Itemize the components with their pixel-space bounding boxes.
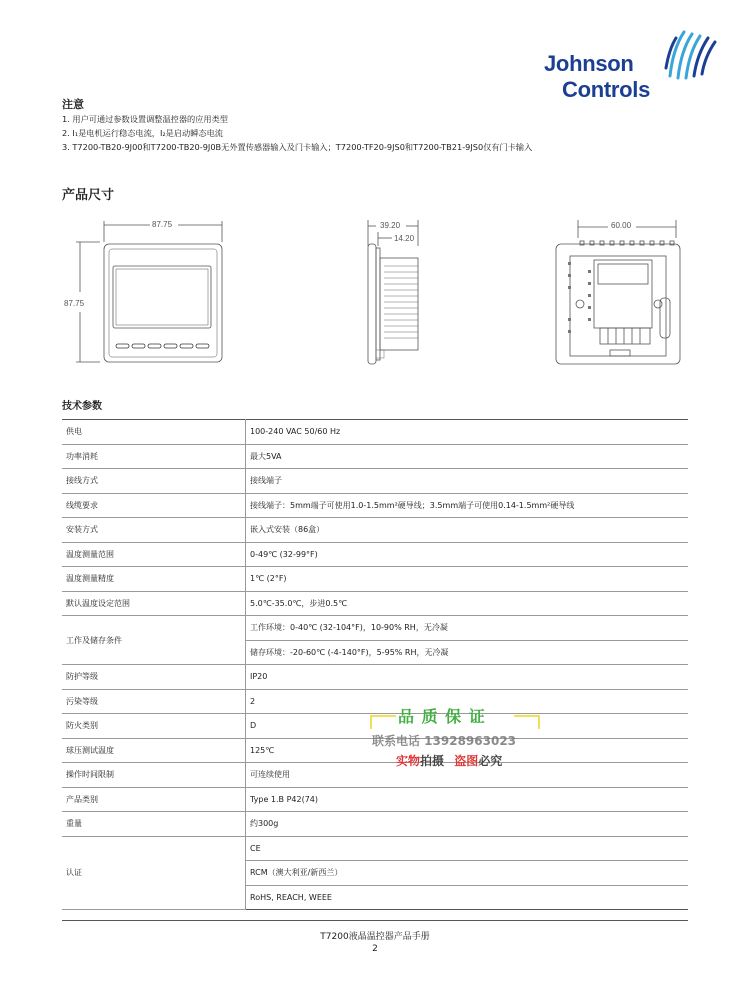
spec-value: 1℃ (2°F) bbox=[246, 567, 689, 592]
table-row bbox=[62, 420, 688, 445]
spec-key: 产品类别 bbox=[62, 787, 246, 812]
table-row bbox=[62, 542, 688, 567]
table-row bbox=[62, 469, 688, 494]
table-row bbox=[62, 616, 688, 641]
spec-key: 污染等级 bbox=[62, 689, 246, 714]
spec-value: 100-240 VAC 50/60 Hz bbox=[246, 420, 689, 445]
spec-value: 接线端子：5mm端子可使用1.0-1.5mm²硬导线；3.5mm端子可使用0.14-1.5mm²硬导线 bbox=[246, 493, 689, 518]
logo-line2: Controls bbox=[562, 77, 651, 102]
spec-key: 线缆要求 bbox=[62, 493, 246, 518]
spec-key: 温度测量范围 bbox=[62, 542, 246, 567]
spec-value: RoHS, REACH, WEEE bbox=[246, 885, 689, 910]
table-row bbox=[62, 787, 688, 812]
spec-value: 储存环境：-20-60℃ (-4-140°F)，5-95% RH，无冷凝 bbox=[246, 640, 689, 665]
logo-swoosh-icon bbox=[662, 28, 720, 80]
spec-key: 供电 bbox=[62, 420, 246, 445]
spec-key: 防火类别 bbox=[62, 714, 246, 739]
spec-key: 防护等级 bbox=[62, 665, 246, 690]
spec-value: D bbox=[246, 714, 689, 739]
watermark-title: 品 质 保 证 bbox=[398, 707, 486, 726]
spec-table bbox=[62, 419, 688, 910]
back-width-label: 60.00 bbox=[611, 221, 632, 230]
spec-key: 默认温度设定范围 bbox=[62, 591, 246, 616]
dimensions-title: 产品尺寸 bbox=[62, 188, 115, 203]
spec-value: Type 1.B P42(74) bbox=[246, 787, 689, 812]
table-row bbox=[62, 493, 688, 518]
footer-divider bbox=[62, 920, 688, 921]
table-row bbox=[62, 444, 688, 469]
table-row bbox=[62, 665, 688, 690]
spec-value: RCM（澳大利亚/新西兰） bbox=[246, 861, 689, 886]
watermark-warn-c: 盗图 bbox=[454, 754, 479, 768]
table-row bbox=[62, 567, 688, 592]
spec-key: 操作时间限制 bbox=[62, 763, 246, 788]
note-item: 1. 用户可通过参数设置调整温控器的应用类型 bbox=[62, 114, 228, 124]
back-view-drawing bbox=[550, 218, 690, 368]
spec-key: 工作及储存条件 bbox=[62, 616, 246, 665]
spec-key: 温度测量精度 bbox=[62, 567, 246, 592]
note-item: 3. T7200-TB20-9J00和T7200-TB20-9J0B无外置传感器输入及门卡输入；T7200-TF20-9JS0和T7200-TB21-9JS0仅有门卡输入 bbox=[62, 142, 533, 152]
spec-key: 认证 bbox=[62, 836, 246, 910]
spec-value: 可连续使用 bbox=[246, 763, 689, 788]
specs-title: 技术参数 bbox=[62, 401, 102, 412]
table-row bbox=[62, 518, 688, 543]
table-row bbox=[62, 812, 688, 837]
table-row bbox=[62, 714, 688, 739]
spec-key: 球压测试温度 bbox=[62, 738, 246, 763]
company-logo bbox=[544, 28, 724, 108]
footer-title: T7200液晶温控器产品手册 bbox=[320, 932, 430, 942]
table-row bbox=[62, 763, 688, 788]
front-view-drawing bbox=[62, 218, 232, 368]
side-inner-label: 14.20 bbox=[394, 234, 415, 243]
table-row bbox=[62, 836, 688, 861]
table-row bbox=[62, 591, 688, 616]
spec-value: 接线端子 bbox=[246, 469, 689, 494]
spec-value: 约300g bbox=[246, 812, 689, 837]
watermark-warn-b: 拍摄 bbox=[420, 754, 445, 768]
watermark-warn-d: 必究 bbox=[478, 754, 503, 768]
watermark-warn-a: 实物 bbox=[396, 754, 421, 768]
notes-title: 注意 bbox=[62, 98, 84, 111]
spec-value: 2 bbox=[246, 689, 689, 714]
side-depth-label: 39.20 bbox=[380, 221, 401, 230]
front-height-label: 87.75 bbox=[64, 299, 85, 308]
spec-value: 5.0℃-35.0℃，步进0.5℃ bbox=[246, 591, 689, 616]
watermark-phone: 联系电话 13928963023 bbox=[372, 734, 517, 748]
spec-value: 工作环境：0-40℃ (32-104°F)，10-90% RH，无冷凝 bbox=[246, 616, 689, 641]
spec-value: 125℃ bbox=[246, 738, 689, 763]
spec-key: 安装方式 bbox=[62, 518, 246, 543]
spec-value: 嵌入式安装（86盒） bbox=[246, 518, 689, 543]
spec-value: 最大5VA bbox=[246, 444, 689, 469]
spec-value: IP20 bbox=[246, 665, 689, 690]
spec-value: 0-49℃ (32-99°F) bbox=[246, 542, 689, 567]
page-number: 2 bbox=[372, 944, 378, 954]
spec-key: 重量 bbox=[62, 812, 246, 837]
spec-key: 接线方式 bbox=[62, 469, 246, 494]
table-row bbox=[62, 689, 688, 714]
spec-key: 功率消耗 bbox=[62, 444, 246, 469]
spec-value: CE bbox=[246, 836, 689, 861]
note-item: 2. I₁是电机运行稳态电流，I₂是启动瞬态电流 bbox=[62, 128, 223, 138]
table-row bbox=[62, 738, 688, 763]
logo-line1: Johnson bbox=[544, 51, 634, 76]
front-width-label: 87.75 bbox=[152, 220, 173, 229]
